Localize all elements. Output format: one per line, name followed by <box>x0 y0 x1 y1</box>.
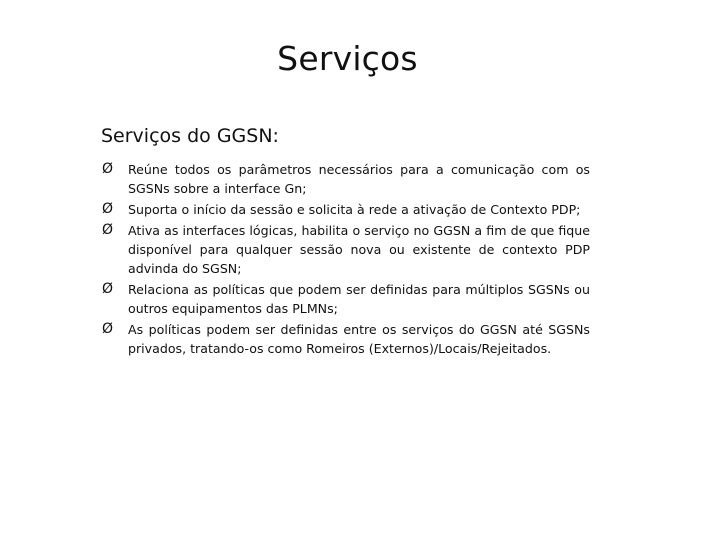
arrow-bullet-icon: Ø <box>102 321 114 337</box>
bullet-item <box>102 200 590 219</box>
bullet-list <box>102 160 590 360</box>
bullet-item <box>102 280 590 318</box>
bullet-text: Ativa as interfaces lógicas, habilita o serviço no GGSN a fim de que fique disponível para qualquer sessão nova ou existente de contexto PDP advinda do SGSN; <box>128 223 590 276</box>
arrow-bullet-icon: Ø <box>102 201 114 217</box>
bullet-item <box>102 221 590 278</box>
arrow-bullet-icon: Ø <box>102 281 114 297</box>
bullet-text: As políticas podem ser definidas entre os serviços do GGSN até SGSNs privados, tratando-os como Romeiros (Externos)/Locais/Rejeitados. <box>128 322 590 356</box>
slide-title: Serviços <box>277 39 418 78</box>
bullet-item <box>102 320 590 358</box>
section-heading: Serviços do GGSN: <box>101 125 279 147</box>
bullet-text: Reúne todos os parâmetros necessários para a comunicação com os SGSNs sobre a interface Gn; <box>128 162 590 196</box>
bullet-text: Suporta o início da sessão e solicita à rede a ativação de Contexto PDP; <box>128 202 581 217</box>
arrow-bullet-icon: Ø <box>102 161 114 177</box>
bullet-text: Relaciona as políticas que podem ser definidas para múltiplos SGSNs ou outros equipamentos das PLMNs; <box>128 282 590 316</box>
arrow-bullet-icon: Ø <box>102 222 114 238</box>
bullet-item <box>102 160 590 198</box>
